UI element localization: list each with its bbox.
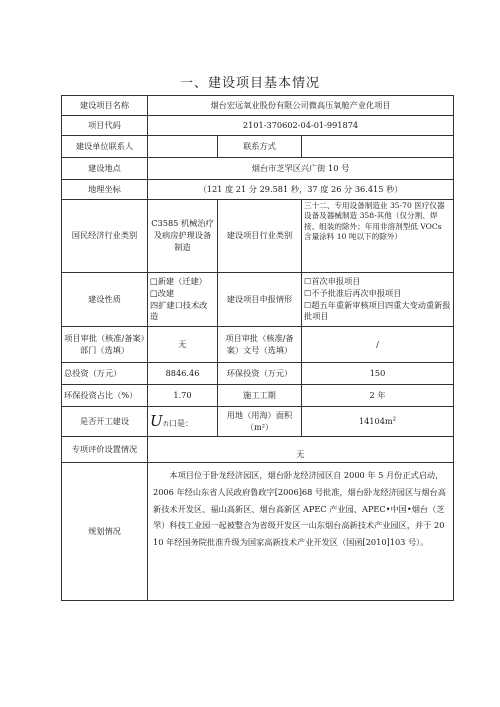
contact-value (148, 136, 218, 158)
planning-value: 本项目位于卧龙经济园区，烟台卧龙经济园区自 2000 年 5 月份正式启动，2006 年经山东省人民政府鲁政字[2006]68 号批准，烟台卧龙经济园区与烟台高新技术开发区、福山高新区、烟台高新区 APEC 产业园、APEC•中国•烟台（芝罘）科技工业园一起被整合为省级开发区一山东烟台高新技术产业园区，并于 2010 年经国务院批准升级为国家高新技术产业开发区（国函[2010]103 号）。 (148, 463, 454, 601)
apply-label: 建设项目申报情形 (218, 273, 302, 327)
nei-label: 国民经济行业类别 (62, 200, 148, 273)
nature-label: 建设性质 (62, 273, 148, 327)
project-info-table (61, 95, 454, 601)
row-planning (62, 463, 454, 601)
nei-value: C3585 机械治疗及病房护理设备制造 (148, 200, 218, 273)
row-contact (62, 136, 454, 158)
docno-value: / (302, 327, 454, 363)
ind-value: 三十二、专用设备制造业 35-70 医疗仪器设备及器械制造 358-其他（仅分割、焊接、组装的除外；年用非溶剂型低 VOCs 含量涂料 10 吨以下的除外） (302, 200, 454, 273)
special-label: 专项评价设置情况 (62, 437, 148, 463)
row-industry (62, 200, 454, 273)
nature-option-new: □新建（迁建） (150, 275, 207, 286)
nature-option-expand: 四扩建口技术改造 (150, 299, 208, 322)
docno-label: 项目审批（核准/备案）文号（选填） (218, 327, 302, 363)
contact-label: 建设单位联系人 (62, 136, 148, 158)
total-inv-value: 8846.46 (148, 363, 218, 385)
row-env-ratio (62, 385, 454, 407)
row-approval (62, 327, 454, 363)
ind-label: 建设项目行业类别 (218, 200, 302, 273)
row-project-code (62, 116, 454, 136)
env-inv-value: 150 (302, 363, 454, 385)
section-title: 一、建设项目基本情况 (179, 76, 320, 91)
row-start (62, 407, 454, 437)
started-label: 是否开工建设 (62, 407, 148, 437)
row-coords (62, 180, 454, 200)
contact-method-value (302, 136, 454, 158)
coords-label: 地理坐标 (62, 180, 148, 200)
project-code-label: 项目代码 (62, 116, 148, 136)
planning-label: 规划情况 (62, 463, 148, 601)
project-name-value: 烟台宏远氧业股份有限公司微高压氧舱产业化项目 (148, 96, 454, 116)
project-code-value: 2101-370602-04-01-991874 (148, 116, 454, 136)
no-option: 否 (162, 420, 169, 428)
area-value-cell (302, 407, 454, 437)
row-investment (62, 363, 454, 385)
area-unit-sup: 2 (392, 415, 397, 422)
row-location (62, 158, 454, 180)
yes-option: 口是： (168, 417, 194, 428)
apply-option-reapply: ☐不予批准后再次申报项目 (304, 287, 402, 298)
total-inv-label: 总投资（万元） (62, 363, 148, 385)
area-value: 14104m (358, 415, 393, 426)
env-inv-label: 环保投资（万元） (218, 363, 302, 385)
coords-value: （121 度 21 分 29.581 秒，37 度 26 分 36.415 秒） (148, 180, 454, 200)
contact-method-label: 联系方式 (218, 136, 302, 158)
special-value: 无 (148, 437, 454, 463)
apply-option-review: ☐超五年重新审核项目四重大变动重新报批项目 (304, 299, 451, 322)
env-ratio-value: 1.70 (148, 385, 218, 407)
period-label: 施工工期 (218, 385, 302, 407)
area-label: 用地（用海）面积（m²） (218, 407, 302, 437)
row-special (62, 437, 454, 463)
project-name-label: 建设项目名称 (62, 96, 148, 116)
location-value: 烟台市芝罘区兴广街 10 号 (148, 158, 454, 180)
row-nature (62, 273, 454, 327)
checked-mark: U (150, 411, 163, 430)
period-value: 2 年 (302, 385, 454, 407)
row-project-name (62, 96, 454, 116)
location-label: 建设地点 (62, 158, 148, 180)
nature-option-rebuild: □改建 (150, 287, 175, 298)
dept-value: 无 (148, 327, 218, 363)
apply-option-first: ☐首次申报项目 (304, 275, 361, 286)
dept-label: 项目审批（核准/备案）部门（选填） (62, 327, 148, 363)
started-value (148, 407, 218, 437)
apply-options (302, 273, 454, 327)
nature-options (148, 273, 218, 327)
env-ratio-label: 环保投资占比（%） (62, 385, 148, 407)
